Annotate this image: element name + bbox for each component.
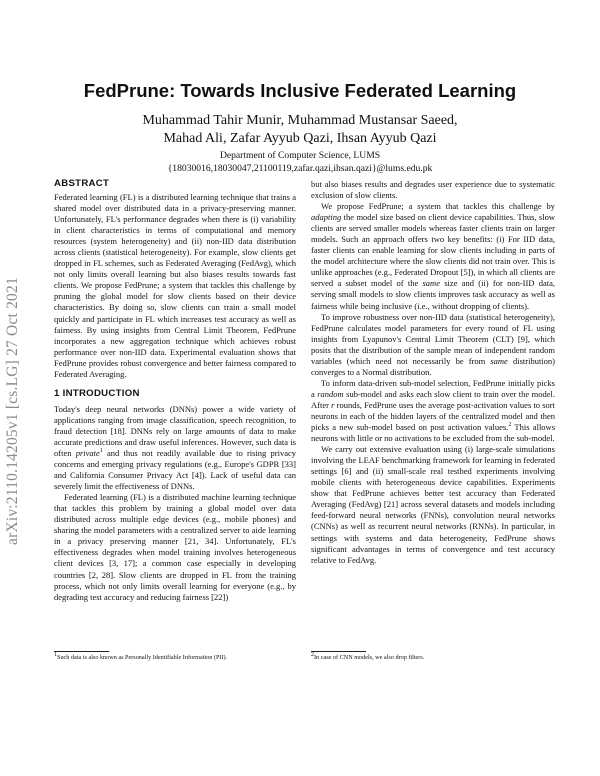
footnote-ref-1: 1 [99, 448, 103, 455]
affiliation [0, 150, 600, 175]
author-emails: {18030016,18030047,21100119,zafar.qazi,ihsan.qazi}@lums.edu.pk [167, 162, 433, 174]
footnote-rule-right [311, 651, 366, 652]
right-paragraph-1: We propose FedPrune; a system that tackles this challenge by adapting the model size based on client device capabilities. Thus, slow clients are served smaller models whereas faster clients train on larger models. Such an approach offers two key benefits: (i) For IID data, faster clients can enable learning for slow clients including in parts of the model architecture where the slow clients did not train over. This is unlike approaches (e.g., Federated Dropout [5]), in which all clients are served a subset model of the same size and (ii) for non-IID data, serving small models to slow clients improves task accuracy as well as fairness while being inclusive (i.e., without dropping of clients). [311, 201, 555, 311]
abstract-heading: ABSTRACT [54, 178, 110, 189]
intro-paragraph-1: Today's deep neural networks (DNNs) power a wide variety of applications ranging from image classification, speech recognition, to fraud detection [18]. DNNs rely on large amounts of data to make accurate predictions and draw useful inferences. However, such data is often private$^1$ and thus not readily available due to rising privacy concerns and emerging privacy regulations (e.g., Europe's GDPR [33] and California Consumer Privacy Act [4]). Lack of useful data can severely limit the effectiveness of DNNs. [54, 403, 297, 492]
footnote-rule-left [54, 651, 109, 652]
abstract-text: Federated learning (FL) is a distributed learning technique that trains a shared model over distributed data in a privacy-preserving manner. Unfortunately, FL's performance degrades when there is (i) variability in client characteristics in terms of computational and memory resources (system heterogeneity) and (ii) non-IID data distribution across clients (statistical heterogeneity). For example, slow clients get dropped in FL schemes, such as Federated Averaging (FedAvg), which not only limits overall learning but also biases results towards fast clients. We propose FedPrune; a system that tackles this challenge by pruning the global model for slow clients based on their device characteristics. By doing so, slow clients can train a small model quickly and participate in FL which increases test accuracy as well as fairness. By using insights from Central Limit Theorem, FedPrune incorporates a new aggregation technique which achieves robust performance over non-IID data. Experimental evaluation shows that FedPrune provides robust convergence and better fairness compared to Federated Averaging. [54, 192, 296, 379]
department: Department of Computer Science, LUMS [219, 150, 381, 161]
right-paragraph-4: We carry out extensive evaluation using (i) large-scale simulations involving the LEAF benchmarking framework for learning in federated settings [6] and (ii) small-scale real testbed experiments involving mobile clients with heterogeneous device capabilities. Experiments show that FedPrune achieves better test accuracy than Federated Averaging (FedAvg) [21] across several datasets and models including feed-forward neural networks (FNNs), convolution neural networks (CNNs) as well as recurrent neural networks (RNNs). In particular, in settings with systems and data heterogeneity, FedPrune shows significant advantages in terms of convergence and test accuracy relative to FedAvg. [311, 444, 555, 565]
footnote-1: $^1$Such data is also known as Personally Identifiable Information (PII). [54, 651, 228, 661]
arxiv-stamp: arXiv:2110.14205v1 [cs.LG] 27 Oct 2021 [4, 277, 21, 545]
left-column [54, 177, 296, 603]
right-paragraph-3: To inform data-driven sub-model selection, FedPrune initially picks a random sub-model and asks each slow client to train over the model. After r rounds, FedPrune uses the average post-activation values to sort neurons in each of the hidden layers of the centralized model and then picks a new sub-model based on post activation values.$^2$ This allows neurons with little or no activations to be excluded from the sub-model. [311, 377, 556, 444]
author-list: Muhammad Tahir Munir, Muhammad Mustansar Saeed, Mahad Ali, Zafar Ayyub Qazi, Ihsan Ayyub Qazi [142, 113, 458, 146]
intro-paragraph-2: Federated learning (FL) is a distributed machine learning technique that tackles this problem by training a global model over data distributed across multiple edge devices (e.g., mobile phones) and sharing the model parameters with a centralized server to aide learning in a privacy preserving manner [21, 34]. Unfortunately, FL's effectiveness degrades when model training involves heterogeneous client devices [3, 17]; a common case especially in developing countries [2, 28]. Slow clients are dropped in FL from the training process, which not only limits overall learning for everyone (e.g., by degrading test accuracy and reducing fairness [22]) [54, 492, 296, 602]
right-column [311, 179, 555, 566]
paper-title: FedPrune: Towards Inclusive Federated Learning [83, 80, 517, 101]
right-paragraph-continued: but also biases results and degrades user experience due to systematic exclusion of slow clients. [311, 179, 555, 201]
right-paragraph-2: To improve robustness over non-IID data (statistical heterogeneity), FedPrune calculates model parameters for every round of FL using insights from Lyapunov's Central Limit Theorem (CLT) [9], which posits that the distribution of the sample mean of independent random variables (which need not necessarily be from same distribution) converges to a Normal distribution. [311, 311, 555, 377]
footnote-ref-2: 2 [508, 422, 512, 429]
introduction-heading: 1 INTRODUCTION [54, 387, 140, 399]
footnote-2: $^2$In case of CNN models, we also drop filters. [311, 651, 425, 661]
